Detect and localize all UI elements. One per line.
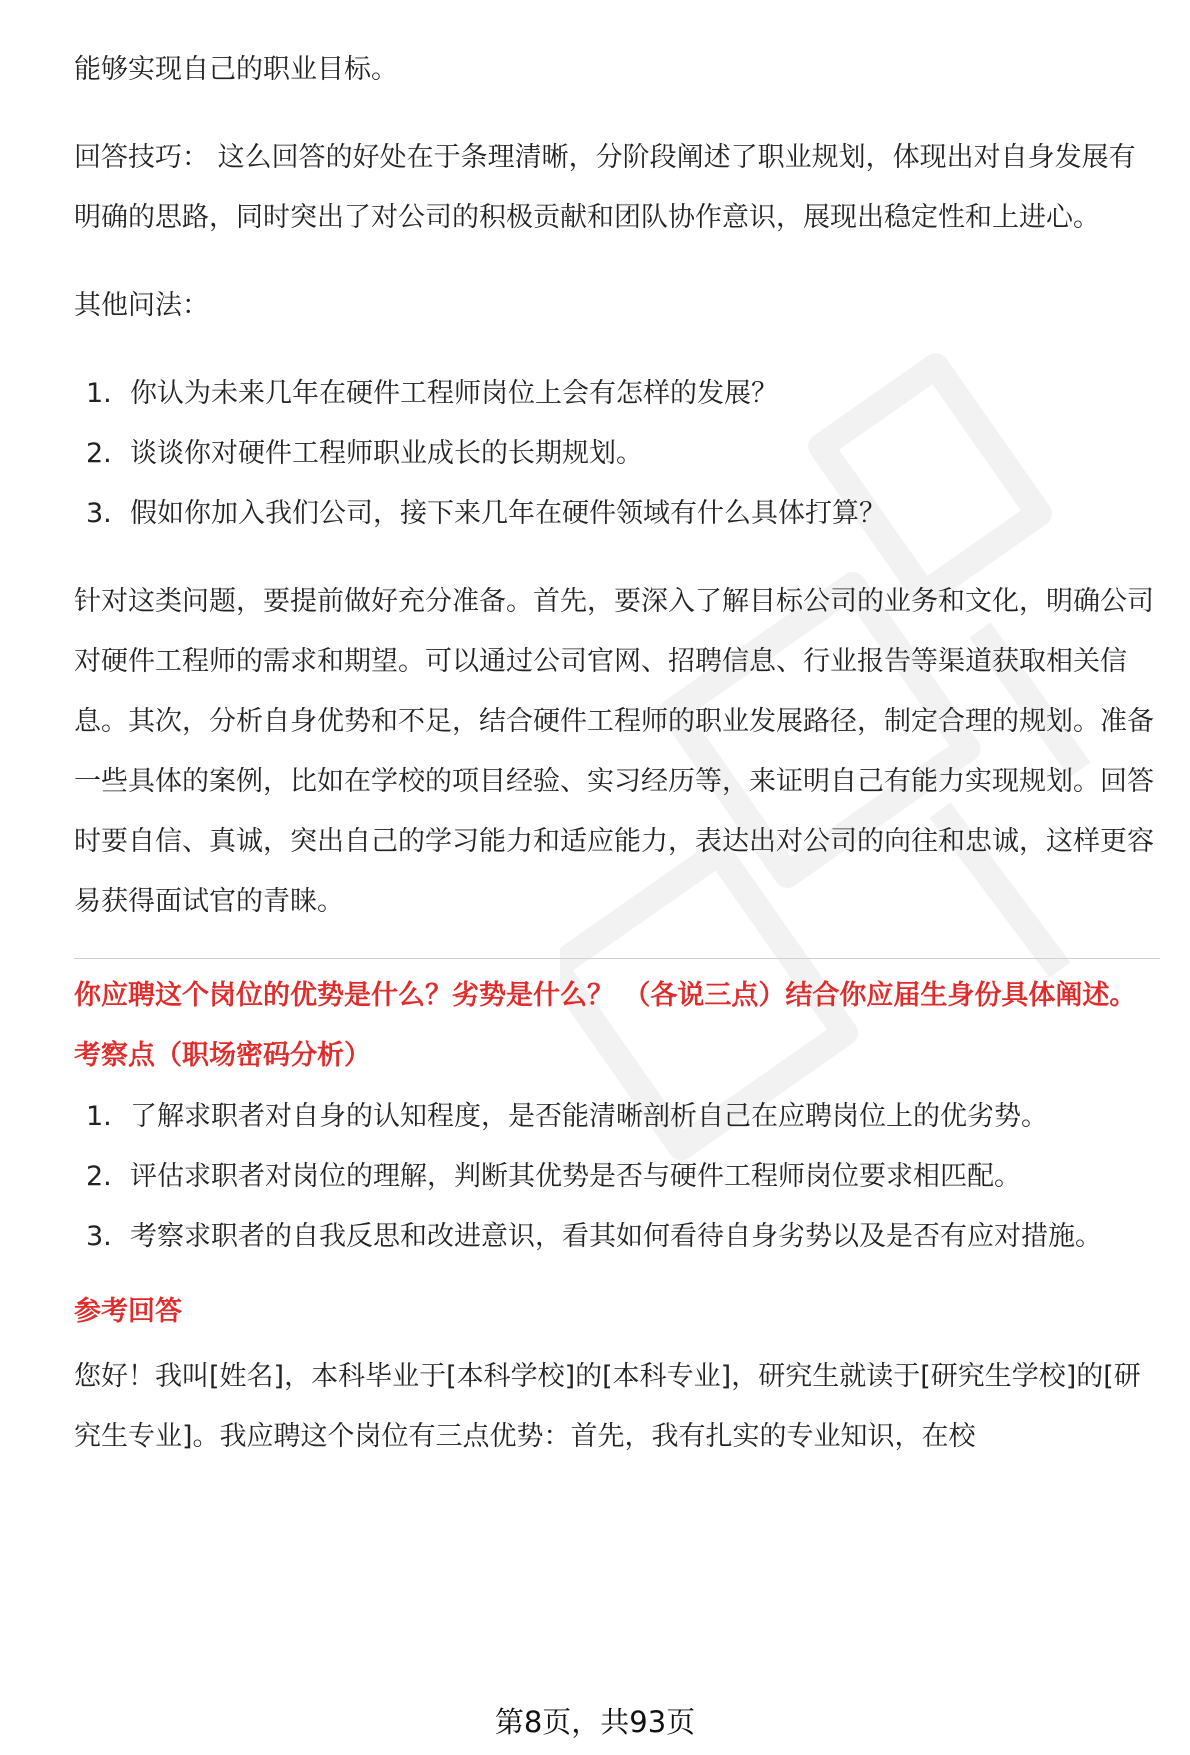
question-title: 你应聘这个岗位的优势是什么？劣势是什么？ （各说三点）结合你应届生身份具体阐述。: [74, 980, 1137, 1011]
intro-tail-paragraph: 能够实现自己的职业目标。: [74, 54, 398, 85]
list-item: [74, 364, 1160, 424]
list-text: 了解求职者对自身的认知程度，是否能清晰剖析自己在应聘岗位上的优劣势。: [130, 1101, 1048, 1132]
other-questions-label: 其他问法：: [74, 290, 209, 321]
page-footer: 第8页，共93页: [494, 1705, 696, 1739]
list-item: [74, 484, 1160, 544]
list-number: 3.: [86, 1221, 112, 1252]
document-page: [74, 40, 1160, 1467]
list-number: 1.: [86, 1101, 112, 1132]
section-divider: [74, 958, 1160, 959]
list-text: 假如你加入我们公司，接下来几年在硬件领域有什么具体打算？: [130, 498, 886, 529]
analysis-heading: 考察点（职场密码分析）: [74, 1040, 371, 1071]
tip-paragraph: 回答技巧： 这么回答的好处在于条理清晰，分阶段阐述了职业规划，体现出对自身发展有明确的思路，同时突出了对公司的积极贡献和团队协作意识，展现出稳定性和上进心。: [74, 142, 1136, 233]
list-text: 评估求职者对岗位的理解，判断其优势是否与硬件工程师岗位要求相匹配。: [130, 1161, 1021, 1192]
analysis-points-list: [74, 1087, 1160, 1267]
answer-heading: 参考回答: [74, 1296, 182, 1327]
preparation-paragraph: 针对这类问题，要提前做好充分准备。首先，要深入了解目标公司的业务和文化，明确公司对硬件工程师的需求和期望。可以通过公司官网、招聘信息、行业报告等渠道获取相关信息。其次，分析自身优势和不足，结合硬件工程师的职业发展路径，制定合理的规划。准备一些具体的案例，比如在学校的项目经验、实习经历等，来证明自己有能力实现规划。回答时要自信、真诚，突出自己的学习能力和适应能力，表达出对公司的向往和忠诚，这样更容易获得面试官的青睐。: [74, 586, 1154, 917]
list-number: 3.: [86, 498, 112, 529]
list-item: [74, 1087, 1160, 1147]
list-number: 1.: [86, 378, 112, 409]
answer-paragraph: 您好！我叫[姓名]，本科毕业于[本科学校]的[本科专业]，研究生就读于[研究生学校]的[研究生专业]。我应聘这个岗位有三点优势：首先，我有扎实的专业知识，在校: [74, 1361, 1141, 1452]
other-questions-list: [74, 364, 1160, 544]
list-text: 考察求职者的自我反思和改进意识，看其如何看待自身劣势以及是否有应对措施。: [130, 1221, 1102, 1252]
list-number: 2.: [86, 1161, 112, 1192]
list-item: [74, 1147, 1160, 1207]
list-item: [74, 1207, 1160, 1267]
list-item: [74, 424, 1160, 484]
list-text: 谈谈你对硬件工程师职业成长的长期规划。: [130, 438, 643, 469]
list-text: 你认为未来几年在硬件工程师岗位上会有怎样的发展？: [130, 378, 778, 409]
list-number: 2.: [86, 438, 112, 469]
